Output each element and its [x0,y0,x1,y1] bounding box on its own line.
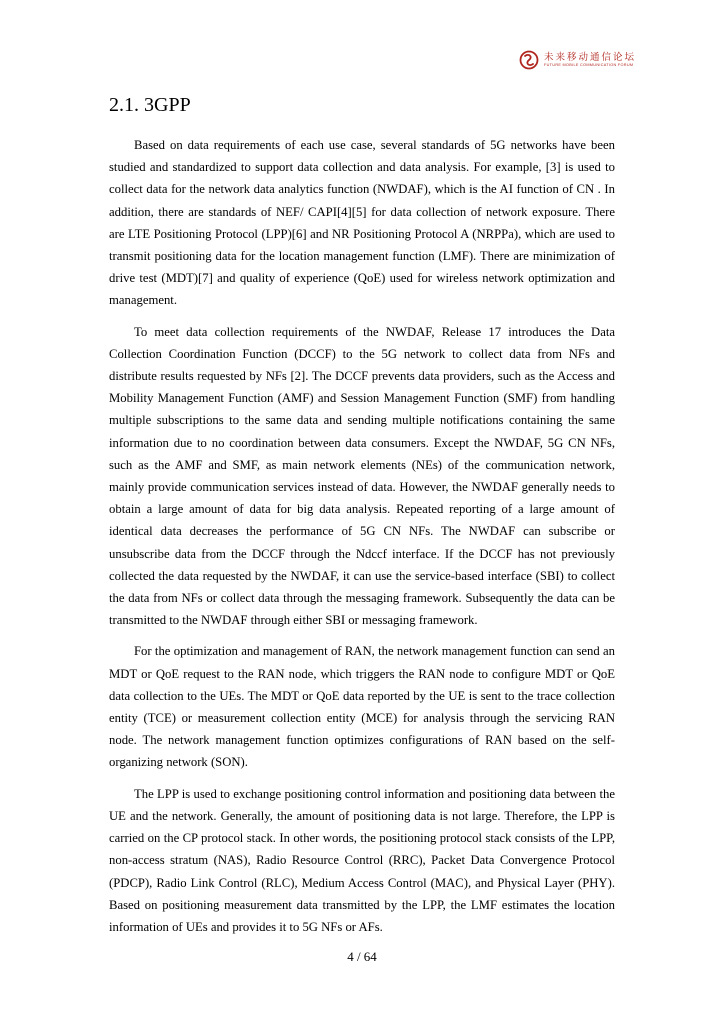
body-text [109,134,615,947]
paragraph-3: For the optimization and management of RAN, the network management function can send an MDT or QoE request to the RAN node, which triggers the RAN node to configure MDT or QoE data collection to the UEs. The MDT or QoE data reported by the UE is sent to the trace collection entity (TCE) or measurement collection entity (MCE) for analysis through the servicing RAN node. The network management function optimizes configurations of RAN based on the self-organizing network (SON). [109,644,615,770]
logo-chinese-text: 未来移动通信论坛 [544,52,637,63]
page-number: 4 / 64 [347,949,377,964]
paragraph-1: Based on data requirements of each use case, several standards of 5G networks have been studied and standardized to support data collection and data analysis. For example, [3] is used to collect data for the network data analytics function (NWDAF), which is the AI function of CN . In addition, there are standards of NEF/ CAPI[4][5] for data collection of network exposure. There are LTE Positioning Protocol (LPP)[6] and NR Positioning Protocol A (NRPPa), which are used to transmit positioning data for the location management function (LMF). There are minimization of drive test (MDT)[7] and quality of experience (QoE) used for wireless network optimization and management. [109,138,615,308]
logo-english-text: FUTURE MOBILE COMMUNICATION FORUM [544,63,634,67]
page-header [519,48,639,74]
paragraph-4: The LPP is used to exchange positioning control information and positioning data between the UE and the network. Generally, the amount of positioning data is not large. Therefore, the LPP is carried on the CP protocol stack. In other words, the positioning protocol stack consists of the LPP, non-access stratum (NAS), Radio Resource Control (RRC), Packet Data Convergence Protocol (PDCP), Radio Link Control (RLC), Medium Access Control (MAC), and Physical Layer (PHY). Based on positioning measurement data transmitted by the LPP, the LMF estimates the location information of UEs and provides it to 5G NFs or AFs. [109,786,615,934]
futuremobile-logo-icon [519,50,539,70]
section-title: 2.1. 3GPP [109,94,191,116]
paragraph-2: To meet data collection requirements of the NWDAF, Release 17 introduces the Data Collection Coordination Function (DCCF) to the 5G network to collect data from NFs and distribute results requested by NFs [2]. The DCCF prevents data providers, such as the Access and Mobility Management Function (AMF) and Session Management Function (SMF) from handling multiple subscriptions to the same data and sending multiple notifications containing the same information due to no coordination between data consumers. Except the NWDAF, 5G CN NFs, such as the AMF and SMF, as main network elements (NEs) of the communication network, mainly provide communication services instead of data. However, the NWDAF generally needs to obtain a large amount of data for big data analysis. Repeated reporting of a large amount of identical data decreases the performance of 5G CN NFs. The NWDAF can subscribe or unsubscribe data from the DCCF through the Ndccf interface. If the DCCF has not previously collected the data requested by the NWDAF, it can use the service-based interface (SBI) to collect the data from NFs or collect data through the messaging framework. Subsequently the data can be transmitted to the NWDAF through either SBI or messaging framework. [109,324,615,628]
